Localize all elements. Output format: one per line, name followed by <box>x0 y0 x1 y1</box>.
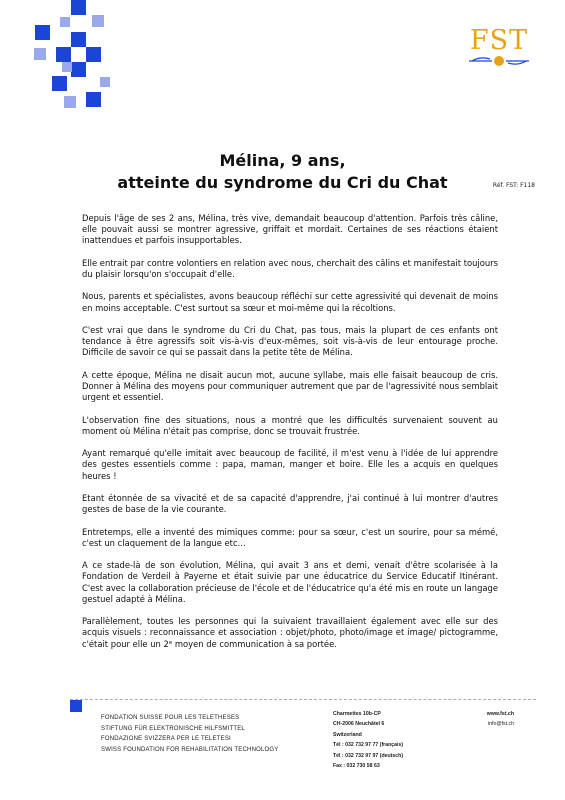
org-line: FONDAZIONE SVIZZERA PER LE TELETESI <box>101 736 231 743</box>
paragraph: Ayant remarqué qu'elle imitait avec beaucoup de facilité, il m'est venu à l'idée de lui apprendre des gestes essentiels comme : papa, maman, manger et boire. Elle les a acquis en quelques heures ! <box>82 448 498 481</box>
square <box>35 25 50 40</box>
square <box>52 76 67 91</box>
logo-text: FST <box>469 25 529 56</box>
square <box>71 62 86 77</box>
square <box>71 0 86 15</box>
square <box>56 47 71 62</box>
paragraph: A ce stade-là de son évolution, Mélina, qui avait 3 ans et demi, venait d'être scolarisée à la Fondation de Verdeil à Payerne et était suivie par une éducatrice du Service Educatif Itinérant. C'est avec la collaboration précieuse de l'école et de l'éducatrice qu'a été mis en route un langage gestuel adapté à Mélina. <box>82 560 498 604</box>
paragraph: Elle entrait par contre volontiers en relation avec nous, cherchait des câlins et manifestait toujours du plaisir lorsqu'on s'occupait d'elle. <box>82 257 498 279</box>
paragraph: Nous, parents et spécialistes, avons beaucoup réfléchi sur cette agressivité qui devenait de moins en moins acceptable. C'est surtout sa sœur et moi-même qui la récoltions. <box>82 291 498 313</box>
email-link[interactable]: info@fst.ch <box>487 721 514 728</box>
contact-web <box>470 709 514 730</box>
paragraph: Etant étonnée de sa vivacité et de sa capacité d'apprendre, j'ai continué à lui montrer d'autres gestes de base de la vie courante. <box>82 492 498 515</box>
org-line: SWISS FOUNDATION FOR REHABILITATION TECHNOLOGY <box>101 746 279 753</box>
square-light <box>64 96 76 108</box>
square <box>71 32 86 47</box>
website-link[interactable]: www.fst.ch <box>486 711 514 717</box>
footer-square <box>70 700 82 712</box>
foundation-names <box>101 713 278 755</box>
square <box>86 92 101 107</box>
reference-number: Réf. FST: F118 <box>492 182 535 189</box>
address-line: CH-2006 Neuchâtel 6 <box>333 721 385 728</box>
square <box>86 47 101 62</box>
square-light <box>92 15 104 27</box>
paragraph: Depuis l'âge de ses 2 ans, Mélina, très vive, demandait beaucoup d'attention. Parfois très câline, elle pouvait aussi se montrer agressive, griffait et mordait. Certaines de ses réactions étaient inattendues et parfois insupportables. <box>82 213 498 246</box>
address-line: Tél : 032 732 97 77 (français) <box>333 742 404 749</box>
square-light <box>34 48 46 60</box>
paragraph: L'observation fine des situations, nous a montré que les difficultés survenaient souvent au moment où Mélina n'était pas comprise, donc se trouvait frustrée. <box>82 414 498 436</box>
address-block <box>333 709 403 771</box>
logo-emblem <box>466 54 532 74</box>
superscript: e <box>168 639 173 646</box>
org-line: STIFTUNG FÜR ELEKTRONISCHE HILFSMITTEL <box>101 725 245 732</box>
square-light <box>60 17 70 27</box>
address-line: Switzerland <box>333 731 362 738</box>
title-line-2: atteinte du syndrome du Cri du Chat <box>117 173 448 192</box>
address-line: Fax : 032 730 58 63 <box>333 763 380 770</box>
fst-logo <box>466 26 532 72</box>
paragraph: C'est vrai que dans le syndrome du Cri du Chat, pas tous, mais la plupart de ces enfants ont tendance à être agressifs soit vis-à-vis d'eux-mêmes, soit vis-à-vis de leur entourage proche. Difficile de savoir ce qui se passait dans la petite tête de Mélina. <box>82 324 498 358</box>
paragraph: Entretemps, elle a inventé des mimiques comme: pour sa sœur, c'est un sourire, pour sa mémé, c'est un claquement de la langue etc… <box>82 526 498 548</box>
footer-divider <box>70 699 536 700</box>
address-line: Charmettes 10b-CP <box>333 711 381 717</box>
org-line: FONDATION SUISSE POUR LES TELETHESES <box>101 715 240 721</box>
paragraph: A cette époque, Mélina ne disait aucun mot, aucune syllabe, mais elle faisait beaucoup de cris. Donner à Mélina des moyens pour communiquer autrement que par de l'agressivité nous semblait urgent et essentiel. <box>82 369 498 403</box>
address-line: Tél : 032 732 97 97 (deutsch) <box>333 752 404 759</box>
paragraph-text: Parallèlement, toutes les personnes qui la suivaient travaillaient également avec elle sur des acquis visuels : reconnaissance et association : objet/photo, photo/image et image/ pictogramme, c'était pour elle un 2 <box>82 616 498 649</box>
title-line-1: Mélina, 9 ans, <box>219 151 346 170</box>
square-light <box>100 77 110 87</box>
body-text <box>82 213 498 650</box>
square-light <box>62 62 72 72</box>
paragraph-last <box>82 616 498 650</box>
paragraph-text: moyen de communication à sa portée. <box>172 638 337 649</box>
